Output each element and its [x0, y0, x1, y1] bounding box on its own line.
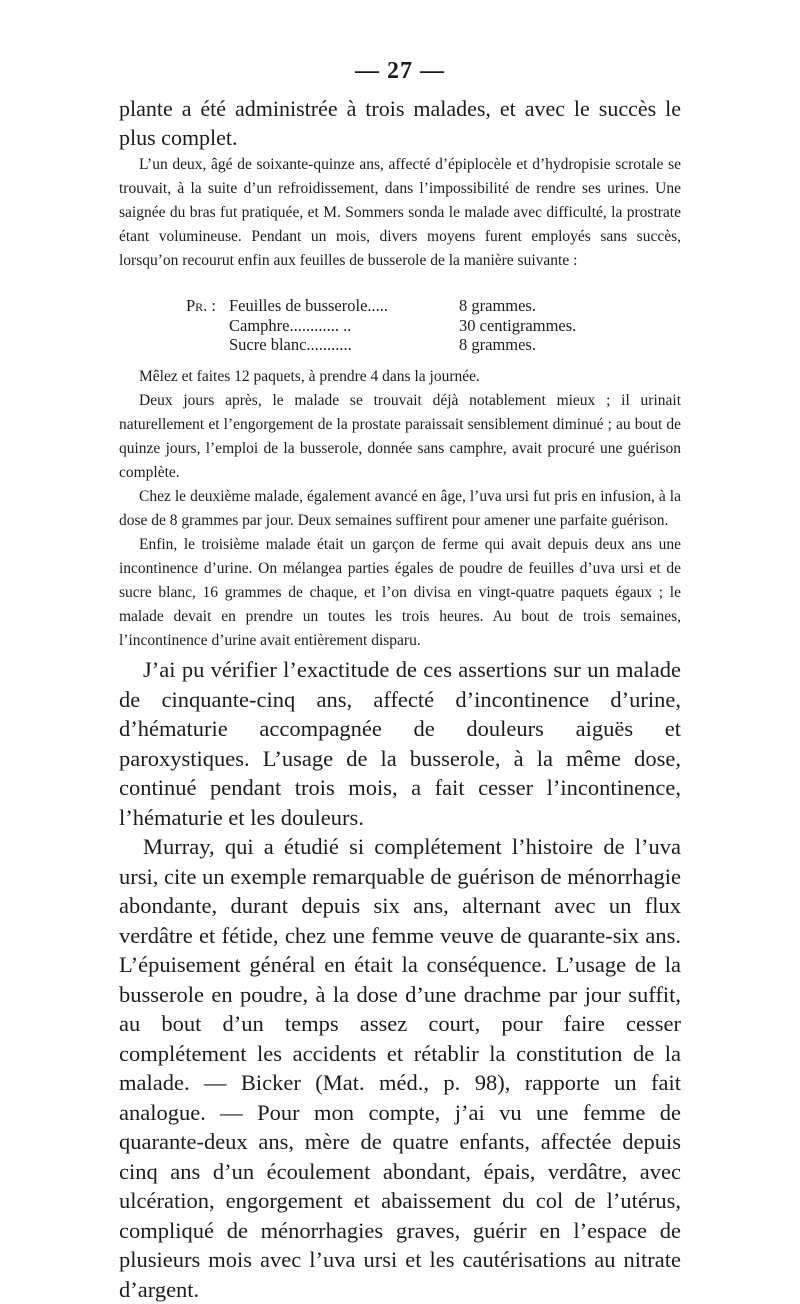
prescription-quantity: 8 grammes. — [459, 335, 536, 354]
prescription-lead: Pr. : — [186, 296, 217, 315]
paragraph: Murray, qui a étudié si complétement l’histoire de l’uva ursi, cite un exemple remarquable de guérison de ménorrhagie abondante, durant depuis six ans, alternant avec un flux verdâtre et fétide, chez une femme veuve de quarante-six ans. L’épuisement général en était la conséquence. L’usage de la busserole en poudre, à la dose d’une drachme par jour suffit, au bout d’un temps assez court, pour faire cesser complétement les accidents et rétablir la constitution de la malade. — Bicker (Mat. méd., p. 98), rapporte un fait analogue. — Pour mon compte, j’ai vu une femme de quarante-deux ans, mère de quatre enfants, affectée depuis cinq ans d’un écoulement abondant, épais, verdâtre, avec ulcération, engorgement et abaissement du col de l’utérus, compliqué de ménorrhagies graves, guérir en l’espace de plusieurs mois avec l’uva ursi et les cautérisations au nitrate d’argent. — [119, 834, 681, 1302]
intro-paragraph: plante a été administrée à trois malades, et avec le succès le plus complet. — [119, 96, 681, 150]
prescription-row — [186, 296, 576, 316]
prescription-row — [186, 335, 576, 355]
small-text-block — [119, 365, 681, 653]
main-text-block — [119, 655, 681, 1304]
case-intro-paragraph: L’un deux, âgé de soixante-quinze ans, affecté d’épiplocèle et d’hydropisie scrotale se trouvait, à la suite d’un refroidissement, dans l’impossibilité de rendre ses urines. Une saignée du bras fut pratiquée, et M. Sommers sonda le malade avec difficulté, la prostrate étant volumineuse. Pendant un mois, divers moyens furent employés sans succès, lorsqu’on recourut enfin aux feuilles de busserole de la manière suivante : — [119, 156, 681, 269]
paragraph: Enfin, le troisième malade était un garçon de ferme qui avait depuis deux ans une incontinence d’urine. On mélangea parties égales de poudre de feuilles d’uva ursi et de sucre blanc, 16 grammes de chaque, et l’on divisa en vingt-quatre paquets égaux ; le malade devait en prendre un toutes les trois heures. Au bout de trois semaines, l’incontinence d’urine avait entièrement disparu. — [119, 536, 681, 649]
prescription-row — [186, 316, 576, 336]
prescription-item: Feuilles de busserole..... — [229, 296, 389, 315]
paragraph: Mêlez et faites 12 paquets, à prendre 4 dans la journée. — [139, 368, 480, 385]
prescription — [186, 296, 576, 355]
paragraph: Deux jours après, le malade se trouvait déjà notablement mieux ; il urinait naturellement et l’engorgement de la prostate paraissait sensiblement diminué ; au bout de quinze jours, l’emploi de la busserole, donnée sans camphre, avait procuré une guérison complète. — [119, 392, 681, 481]
prescription-quantity: 30 centigrammes. — [459, 315, 577, 335]
paragraph: J’ai pu vérifier l’exactitude de ces assertions sur un malade de cinquante-cinq ans, affecté d’incontinence d’urine, d’hématurie accompagnée de douleurs aiguës et paroxystiques. L’usage de la busserole, à la même dose, continué pendant trois mois, a fait cesser l’incontinence, l’hématurie et les douleurs. — [119, 657, 681, 830]
prescription-item: Sucre blanc........... — [229, 335, 352, 354]
paragraph: Chez le deuxième malade, également avancé en âge, l’uva ursi fut pris en infusion, à la dose de 8 grammes par jour. Deux semaines suffirent pour amener une parfaite guérison. — [119, 488, 681, 529]
prescription-item: Camphre............ .. — [229, 315, 352, 335]
case-intro-block — [119, 153, 681, 273]
page-number: — 27 — — [355, 58, 445, 84]
prescription-quantity: 8 grammes. — [459, 296, 536, 315]
